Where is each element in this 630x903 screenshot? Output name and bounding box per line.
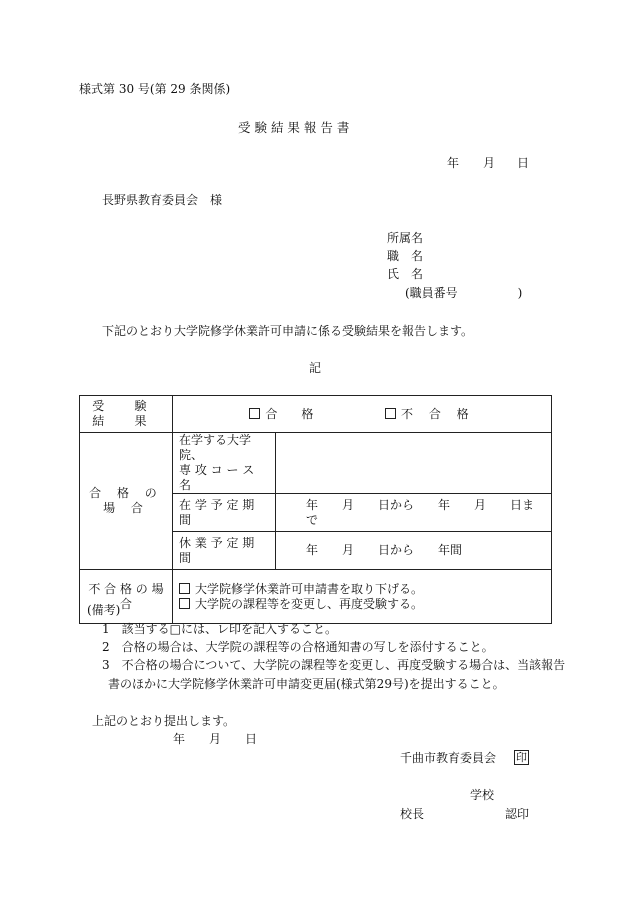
addressee: 長野県教育委員会 様	[102, 193, 223, 207]
table-row	[80, 570, 552, 624]
board-seal: 印	[516, 751, 527, 764]
staff-number-label: (職員番号 )	[405, 286, 523, 300]
ki-heading: 記	[309, 361, 322, 375]
pass-checkbox[interactable]	[249, 408, 260, 419]
note-1: 1 該当する□には、レ印を記入すること。	[102, 622, 337, 636]
principal-seal-label: 認印	[505, 807, 530, 821]
date-day: 日	[517, 156, 530, 170]
withdraw-checkbox[interactable]	[179, 583, 190, 594]
enroll-period-value[interactable]: 年 月 日から 年 月 日まで	[276, 494, 552, 532]
withdraw-label: 大学院修学休業許可申請書を取り下げる。	[195, 581, 424, 596]
leave-period-value[interactable]: 年 月 日から 年間	[276, 532, 552, 570]
pass-case-label: 合 格 の 場 合	[80, 433, 173, 570]
school-value-cell[interactable]	[276, 433, 552, 494]
school-label	[173, 433, 276, 494]
school-label-line1: 在学する大学院、	[179, 433, 252, 462]
form-number: 様式第 30 号(第 29 条関係)	[79, 82, 231, 96]
result-table	[79, 395, 552, 624]
table-row	[80, 396, 552, 433]
principal-label: 校長	[400, 807, 425, 821]
document-title: 受 験 結 果 報 告 書	[238, 120, 350, 135]
intro-text: 下記のとおり大学院修学休業許可申請に係る受験結果を報告します。	[102, 324, 474, 338]
submit-text: 上記のとおり提出します。	[92, 714, 236, 728]
leave-period-label: 休 業 予 定 期 間	[173, 532, 276, 570]
date-year: 年	[447, 156, 460, 170]
note-3-continued: 書のほかに大学院修学休業許可申請変更届(様式第29号)を提出すること。	[108, 677, 505, 691]
fail-label: 不 合 格	[401, 406, 475, 421]
table-row	[80, 433, 552, 494]
pass-label: 合 格	[265, 406, 314, 421]
retake-checkbox[interactable]	[179, 598, 190, 609]
date-month: 月	[483, 156, 496, 170]
fail-checkbox[interactable]	[385, 408, 396, 419]
result-label: 受 験 結 果	[80, 396, 173, 433]
notes-heading: (備考)	[87, 603, 121, 617]
note-2: 2 合格の場合は、大学院の課程等の合格通知書の写しを添付すること。	[102, 640, 494, 654]
education-board: 千曲市教育委員会	[400, 751, 497, 765]
note-3: 3 不合格の場合について、大学院の課程等を変更し、再度受験する場合は、当該報告	[102, 658, 566, 672]
result-options	[173, 396, 552, 433]
name-label: 氏 名	[387, 267, 424, 281]
school-name-label: 学校	[470, 788, 495, 802]
retake-label: 大学院の課程等を変更し、再度受験する。	[195, 596, 424, 611]
school-label-line2: 専 攻 コ ー ス 名	[179, 463, 255, 492]
enroll-period-label: 在 学 予 定 期 間	[173, 494, 276, 532]
position-label: 職 名	[387, 249, 424, 263]
fail-options	[173, 570, 552, 624]
submit-date: 年 月 日	[173, 732, 258, 746]
affiliation-label: 所属名	[387, 231, 424, 245]
fail-case-label: 不 合 格 の 場 合	[80, 570, 173, 624]
